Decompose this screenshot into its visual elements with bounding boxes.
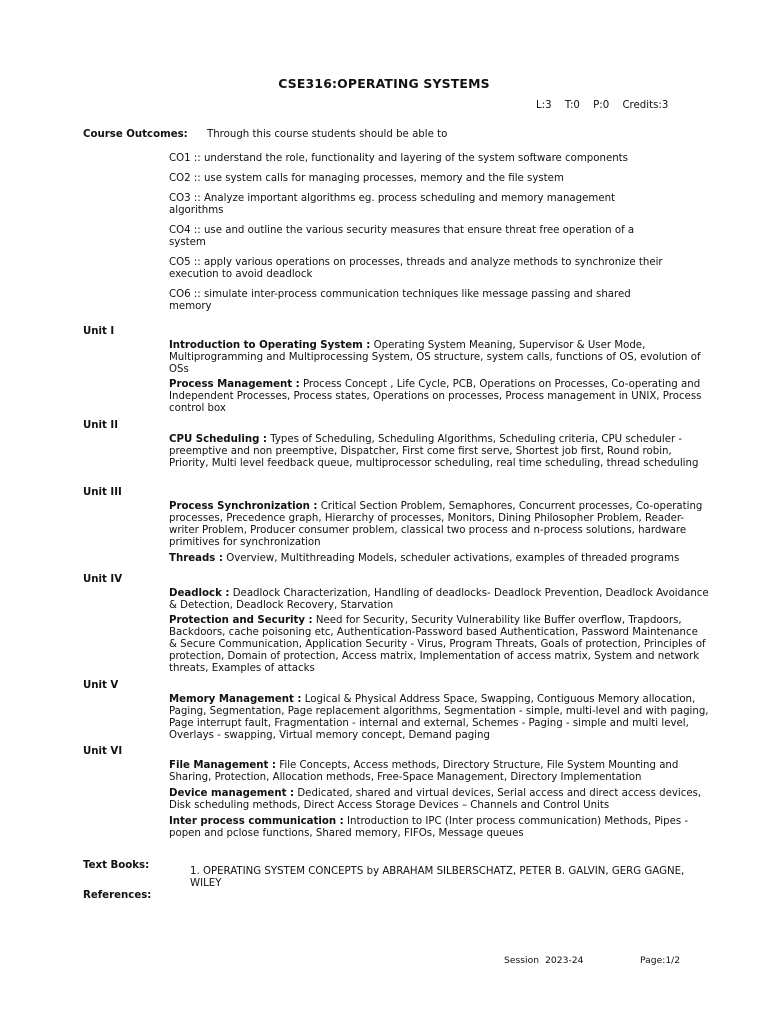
- course-outcomes-label: Course Outcomes:: [83, 129, 188, 140]
- course-outcomes-intro: Through this course students should be able to: [207, 129, 448, 140]
- topic-text: Deadlock Characterization, Handling of deadlocks- Deadlock Prevention, Deadlock Avoidance & Detection, Deadlock Recovery, Starvation: [169, 588, 709, 611]
- course-outcome-item: CO2 :: use system calls for managing processes, memory and the file system: [169, 173, 564, 184]
- course-outcome-item: CO3 :: Analyze important algorithms eg. process scheduling and memory management algorithms: [169, 193, 616, 216]
- unit-topic: [169, 694, 709, 742]
- course-outcomes-list: [169, 153, 669, 321]
- topic-heading: CPU Scheduling :: [169, 434, 267, 445]
- text-books-list: [190, 866, 690, 890]
- unit-label: Unit II: [83, 420, 119, 431]
- topic-heading: Protection and Security :: [169, 615, 313, 626]
- topic-heading: Inter process communication :: [169, 816, 344, 827]
- unit-topic: [169, 379, 709, 415]
- unit-label: Unit I: [83, 326, 115, 337]
- course-outcome-item: CO5 :: apply various operations on processes, threads and analyze methods to synchronize their execution to avoid deadlock: [169, 257, 663, 280]
- course-outcome-item: CO6 :: simulate inter-process communication techniques like message passing and shared memory: [169, 289, 631, 312]
- topic-text: Operating System Meaning, Supervisor & User Mode, Multiprogramming and Multiprocessing System, OS structure, system calls, functions of OS, evolution of OSs: [169, 340, 701, 375]
- unit-topic: [169, 501, 709, 549]
- course-outcome-item: CO1 :: understand the role, functionality and layering of the system software components: [169, 153, 628, 164]
- credits-line: [536, 100, 668, 112]
- unit-topic: [169, 788, 709, 812]
- text-book-item: 1. OPERATING SYSTEM CONCEPTS by ABRAHAM SILBERSCHATZ, PETER B. GALVIN, GERG GAGNE, WILEY: [190, 866, 685, 889]
- topic-text: Dedicated, shared and virtual devices, Serial access and direct access devices, Disk scheduling methods, Direct Access Storage Devices – Channels and Control Units: [169, 788, 702, 811]
- topic-text: Overview, Multithreading Models, scheduler activations, examples of threaded programs: [223, 553, 680, 564]
- practical-hours: P:0: [593, 100, 610, 111]
- course-title: CSE316:OPERATING SYSTEMS: [278, 76, 490, 91]
- unit-topic: [169, 340, 709, 376]
- topic-text: Types of Scheduling, Scheduling Algorithms, Scheduling criteria, CPU scheduler - preemptive and non preemptive, Dispatcher, First come first serve, Shortest job first, Round robin, Priority, Multi level feedback queue, multiprocessor scheduling, real time scheduling, thread scheduling: [169, 434, 699, 469]
- unit-topic: [169, 816, 709, 840]
- topic-heading: File Management :: [169, 760, 277, 771]
- session-info: [504, 955, 583, 967]
- topic-heading: Deadlock :: [169, 588, 230, 599]
- topic-heading: Process Synchronization :: [169, 501, 318, 512]
- unit-label: Unit III: [83, 487, 122, 498]
- topic-text: Need for Security, Security Vulnerability like Buffer overflow, Trapdoors, Backdoors, cache poisoning etc, Authentication-Password based Authentication, Password Maintenance & Secure Communication, Application Security - Virus, Program Threats, Goals of protection, Principles of protection, Domain of protection, Access matrix, Implementation of access matrix, System and network threats, Examples of attacks: [169, 615, 706, 674]
- topic-text: Process Concept , Life Cycle, PCB, Operations on Processes, Co-operating and Independent Processes, Process states, Operations on processes, Process management in UNIX, Process control box: [169, 379, 702, 414]
- credit-count: Credits:3: [622, 100, 669, 111]
- topic-heading: Introduction to Operating System :: [169, 340, 371, 351]
- unit-topic: [169, 588, 709, 612]
- page-number: Page:1/2: [640, 955, 681, 966]
- tutorial-hours: T:0: [564, 100, 580, 111]
- course-outcome-item: CO4 :: use and outline the various security measures that ensure threat free operation of a system: [169, 225, 635, 248]
- topic-heading: Process Management :: [169, 379, 300, 390]
- topic-heading: Device management :: [169, 788, 295, 799]
- topic-heading: Memory Management :: [169, 694, 302, 705]
- topic-text: Critical Section Problem, Semaphores, Concurrent processes, Co-operating processes, Precedence graph, Hierarchy of processes, Monitors, Dining Philosopher Problem, Reader-writer Problem, Producer consumer problem, classical two process and n-process solutions, hardware primitives for synchronization: [169, 501, 703, 548]
- unit-label: Unit VI: [83, 746, 123, 757]
- unit-label: Unit IV: [83, 574, 123, 585]
- session-value: 2023-24: [545, 955, 584, 966]
- lecture-hours: L:3: [536, 100, 552, 111]
- topic-text: Introduction to IPC (Inter process communication) Methods, Pipes - popen and pclose functions, Shared memory, FIFOs, Message queues: [169, 816, 689, 839]
- references-label: References:: [83, 890, 152, 901]
- topic-text: File Concepts, Access methods, Directory Structure, File System Mounting and Sharing, Protection, Allocation methods, Free-Space Management, Directory Implementation: [169, 760, 679, 783]
- unit-topic: [169, 553, 709, 565]
- session-label: Session: [504, 955, 540, 966]
- unit-topic: [169, 434, 709, 470]
- text-books-label: Text Books:: [83, 860, 150, 871]
- unit-topic: [169, 615, 709, 675]
- topic-heading: Threads :: [169, 553, 223, 564]
- topic-text: Logical & Physical Address Space, Swapping, Contiguous Memory allocation, Paging, Segmentation, Page replacement algorithms, Segmentation - simple, multi-level and with paging, Page interrupt fault, Fragmentation - internal and external, Schemes - Paging - simple and multi level, Overlays - swapping, Virtual memory concept, Demand paging: [169, 694, 709, 741]
- unit-label: Unit V: [83, 680, 119, 691]
- unit-topic: [169, 760, 709, 784]
